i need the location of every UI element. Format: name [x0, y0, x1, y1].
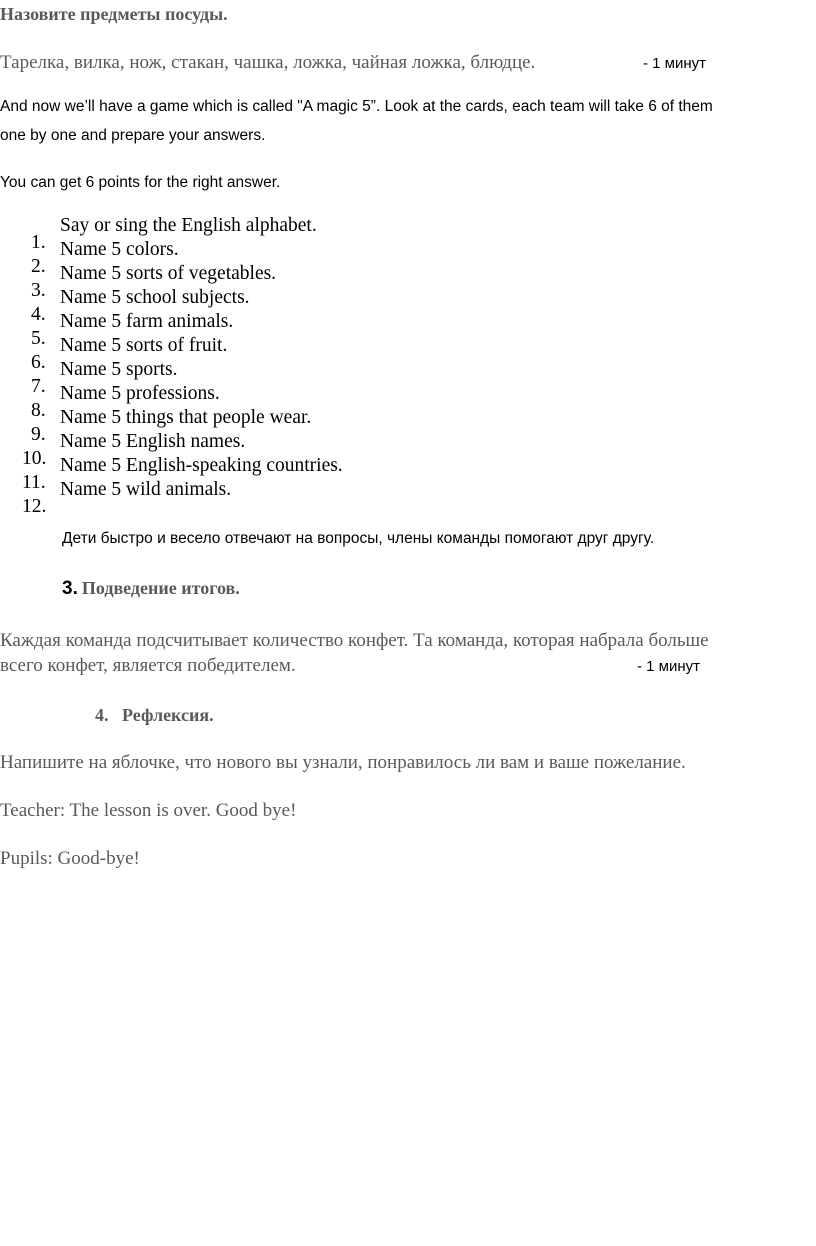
section-4-title: Рефлексия. [122, 705, 214, 725]
task-list-item [0, 358, 178, 397]
task-text: Name 5 wild animals. [60, 479, 232, 500]
task-number: 1. [31, 232, 46, 253]
task-list [0, 214, 343, 517]
task-text: Name 5 farm animals. [60, 311, 234, 332]
task-text: Name 5 English names. [60, 431, 246, 452]
candy-time-note: - 1 минут [637, 658, 701, 675]
game-intro-line-1: And now we’ll have a game which is called "A magic 5”. Look at the cards, each team will take 6 of them [0, 98, 713, 115]
section-4-number: 4. [95, 705, 109, 725]
task-list-item [0, 430, 246, 469]
heading-dishes: Назовите предметы посуды. [0, 4, 228, 24]
dishes-time-note: - 1 минут [643, 55, 707, 72]
task-text: Name 5 sorts of vegetables. [60, 263, 277, 284]
task-number: 3. [31, 280, 46, 301]
section-3-heading [62, 578, 240, 600]
task-text: Say or sing the English alphabet. [60, 215, 317, 236]
task-text: Name 5 professions. [60, 383, 220, 404]
task-list-item [0, 382, 220, 421]
section-4-heading [95, 705, 214, 726]
section-3-title: Подведение итогов. [81, 578, 240, 598]
points-line: You can get 6 points for the right answer. [0, 174, 281, 191]
task-text: Name 5 English-speaking countries. [60, 455, 343, 476]
task-text: Name 5 things that people wear. [60, 407, 312, 428]
reflection-instruction: Напишите на яблочке, что нового вы узнали, понравилось ли вам и ваше пожелание. [0, 752, 686, 773]
task-number: 4. [31, 304, 46, 325]
task-list-item [0, 238, 179, 277]
candy-line-2-text: всего конфет, является победителем. [0, 655, 296, 676]
task-number: 6. [31, 352, 46, 373]
task-text: Name 5 school subjects. [60, 287, 250, 308]
task-text: Name 5 colors. [60, 239, 179, 260]
task-number: 5. [31, 328, 46, 349]
task-number: 7. [31, 376, 46, 397]
task-text: Name 5 sports. [60, 359, 178, 380]
task-number: 10. [22, 448, 47, 469]
dishes-list-text: Тарелка, вилка, нож, стакан, чашка, ложка, чайная ложка, блюдце. [0, 52, 536, 73]
task-number: 2. [31, 256, 46, 277]
game-intro-line-2: one by one and prepare your answers. [0, 127, 266, 144]
task-list-item [0, 478, 232, 517]
task-number: 9. [31, 424, 46, 445]
task-text: Name 5 sorts of fruit. [60, 335, 228, 356]
candy-line-1: Каждая команда подсчитывает количество конфет. Та команда, которая набрала больше [0, 630, 709, 651]
task-number: 11. [22, 472, 46, 493]
candy-line-2 [0, 655, 816, 677]
task-number: 8. [31, 400, 46, 421]
kids-answer-line: Дети быстро и весело отвечают на вопросы, члены команды помогают друг другу. [62, 530, 655, 547]
section-3-number: 3. [62, 578, 78, 599]
task-number: 12. [22, 496, 47, 517]
pupils-line: Pupils: Good-bye! [0, 848, 140, 869]
teacher-line: Teacher: The lesson is over. Good bye! [0, 800, 297, 821]
dishes-list-line [0, 52, 816, 74]
